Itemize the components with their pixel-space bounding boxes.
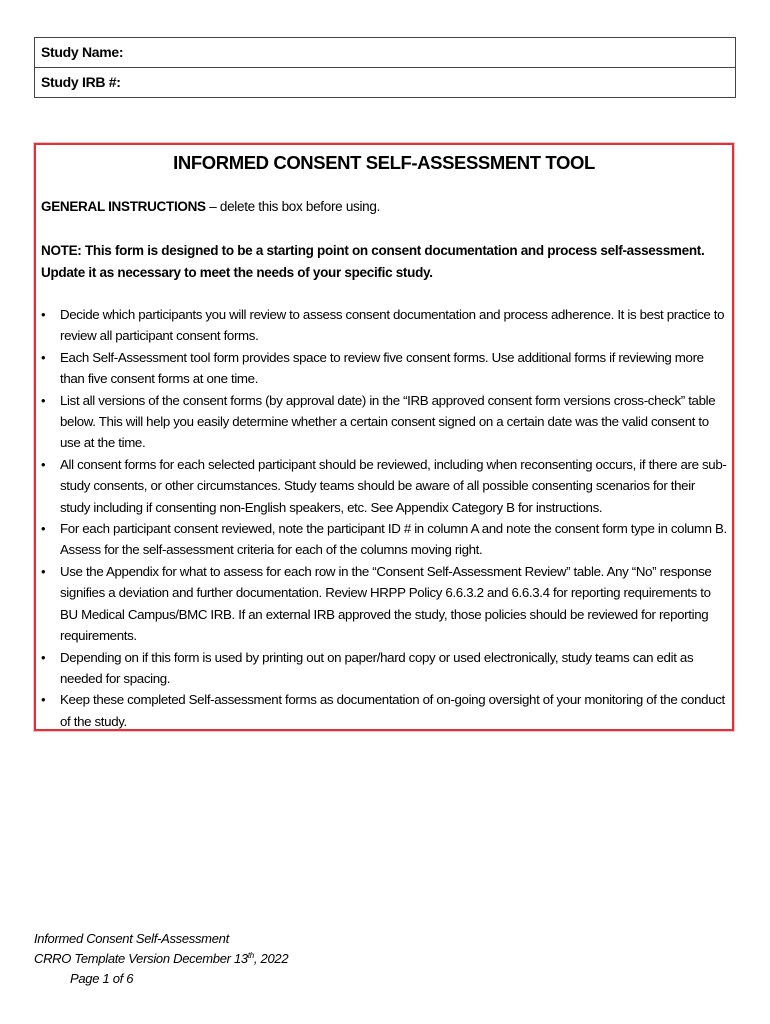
page-footer [34, 929, 288, 989]
list-item [41, 390, 727, 454]
list-item [41, 347, 727, 390]
bullet-icon: • [41, 521, 46, 537]
bullet-icon: • [41, 563, 46, 579]
bullet-icon: • [41, 692, 46, 708]
page-number: Page 1 of 6 [70, 971, 134, 986]
instructions-box [34, 143, 734, 731]
footer-version-sup: th [247, 951, 254, 960]
list-item-text: List all versions of the consent forms (by approval date) in the “IRB approved consent form versions cross-check” table below. This will help you easily determine whether a certain consent signed on a certain date was the valid consent to use at the time. [60, 392, 716, 451]
list-item [41, 304, 727, 347]
list-item-text: Depending on if this form is used by printing out on paper/hard copy or used electronically, study teams can edit as needed for spacing. [60, 649, 694, 686]
list-item-text: Keep these completed Self-assessment forms as documentation of on-going oversight of your monitoring of the conduct of the study. [60, 692, 725, 729]
list-item-text: All consent forms for each selected participant should be reviewed, including when reconsenting occurs, if there are sub-study consents, or other circumstances. Study teams should be aware of all possible consenting scenarios for their study including if consenting non-English speakers, etc. See Appendix Category B for instructions. [60, 456, 727, 515]
bullet-icon: • [41, 307, 46, 322]
study-irb-field[interactable] [35, 67, 735, 97]
list-item-text: For each participant consent reviewed, note the participant ID # in column A and note the consent form type in column B. Assess for the self-assessment criteria for each of the columns moving right. [60, 521, 727, 558]
list-item [41, 518, 727, 561]
list-item [41, 689, 727, 732]
general-instructions-text: – delete this box before using. [205, 199, 381, 214]
bullet-icon: • [41, 349, 46, 365]
study-info-table [34, 37, 736, 98]
list-item-text: Use the Appendix for what to assess for each row in the “Consent Self-Assessment Review” table. Any “No” response signifies a deviation and further documentation. Review HRPP Policy 6.6.3.2 and 6.6.3.4 for reporting requirements to BU Medical Campus/BMC IRB. If an external IRB approved the study, those policies should be reviewed for reporting requirements. [60, 563, 712, 644]
list-item-text: Decide which participants you will review to assess consent documentation and process adherence. It is best practice to review all participant consent forms. [60, 307, 725, 344]
page-title: INFORMED CONSENT SELF-ASSESSMENT TOOL [173, 152, 595, 173]
footer-version-prefix: CRRO Template Version December 13 [34, 951, 248, 966]
bullet-icon: • [41, 392, 46, 408]
instructions-list [41, 304, 727, 732]
footer-title: Informed Consent Self-Assessment [34, 931, 229, 946]
general-instructions-label: GENERAL INSTRUCTIONS [41, 199, 206, 214]
study-name-field[interactable] [35, 38, 735, 67]
list-item [41, 561, 727, 647]
general-instructions [41, 199, 380, 214]
bullet-icon: • [41, 456, 46, 472]
footer-version [34, 949, 288, 969]
bullet-icon: • [41, 649, 46, 665]
list-item-text: Each Self-Assessment tool form provides space to review five consent forms. Use additional forms if reviewing more than five consent forms at one time. [60, 349, 704, 387]
note-text: NOTE: This form is designed to be a starting point on consent documentation and process self-assessment. Update it as necessary to meet the needs of your specific study. [41, 243, 705, 280]
footer-version-suffix: , 2022 [253, 951, 289, 966]
list-item [41, 454, 727, 518]
study-irb-label: Study IRB #: [41, 74, 121, 90]
list-item [41, 647, 727, 690]
study-name-label: Study Name: [41, 44, 124, 60]
